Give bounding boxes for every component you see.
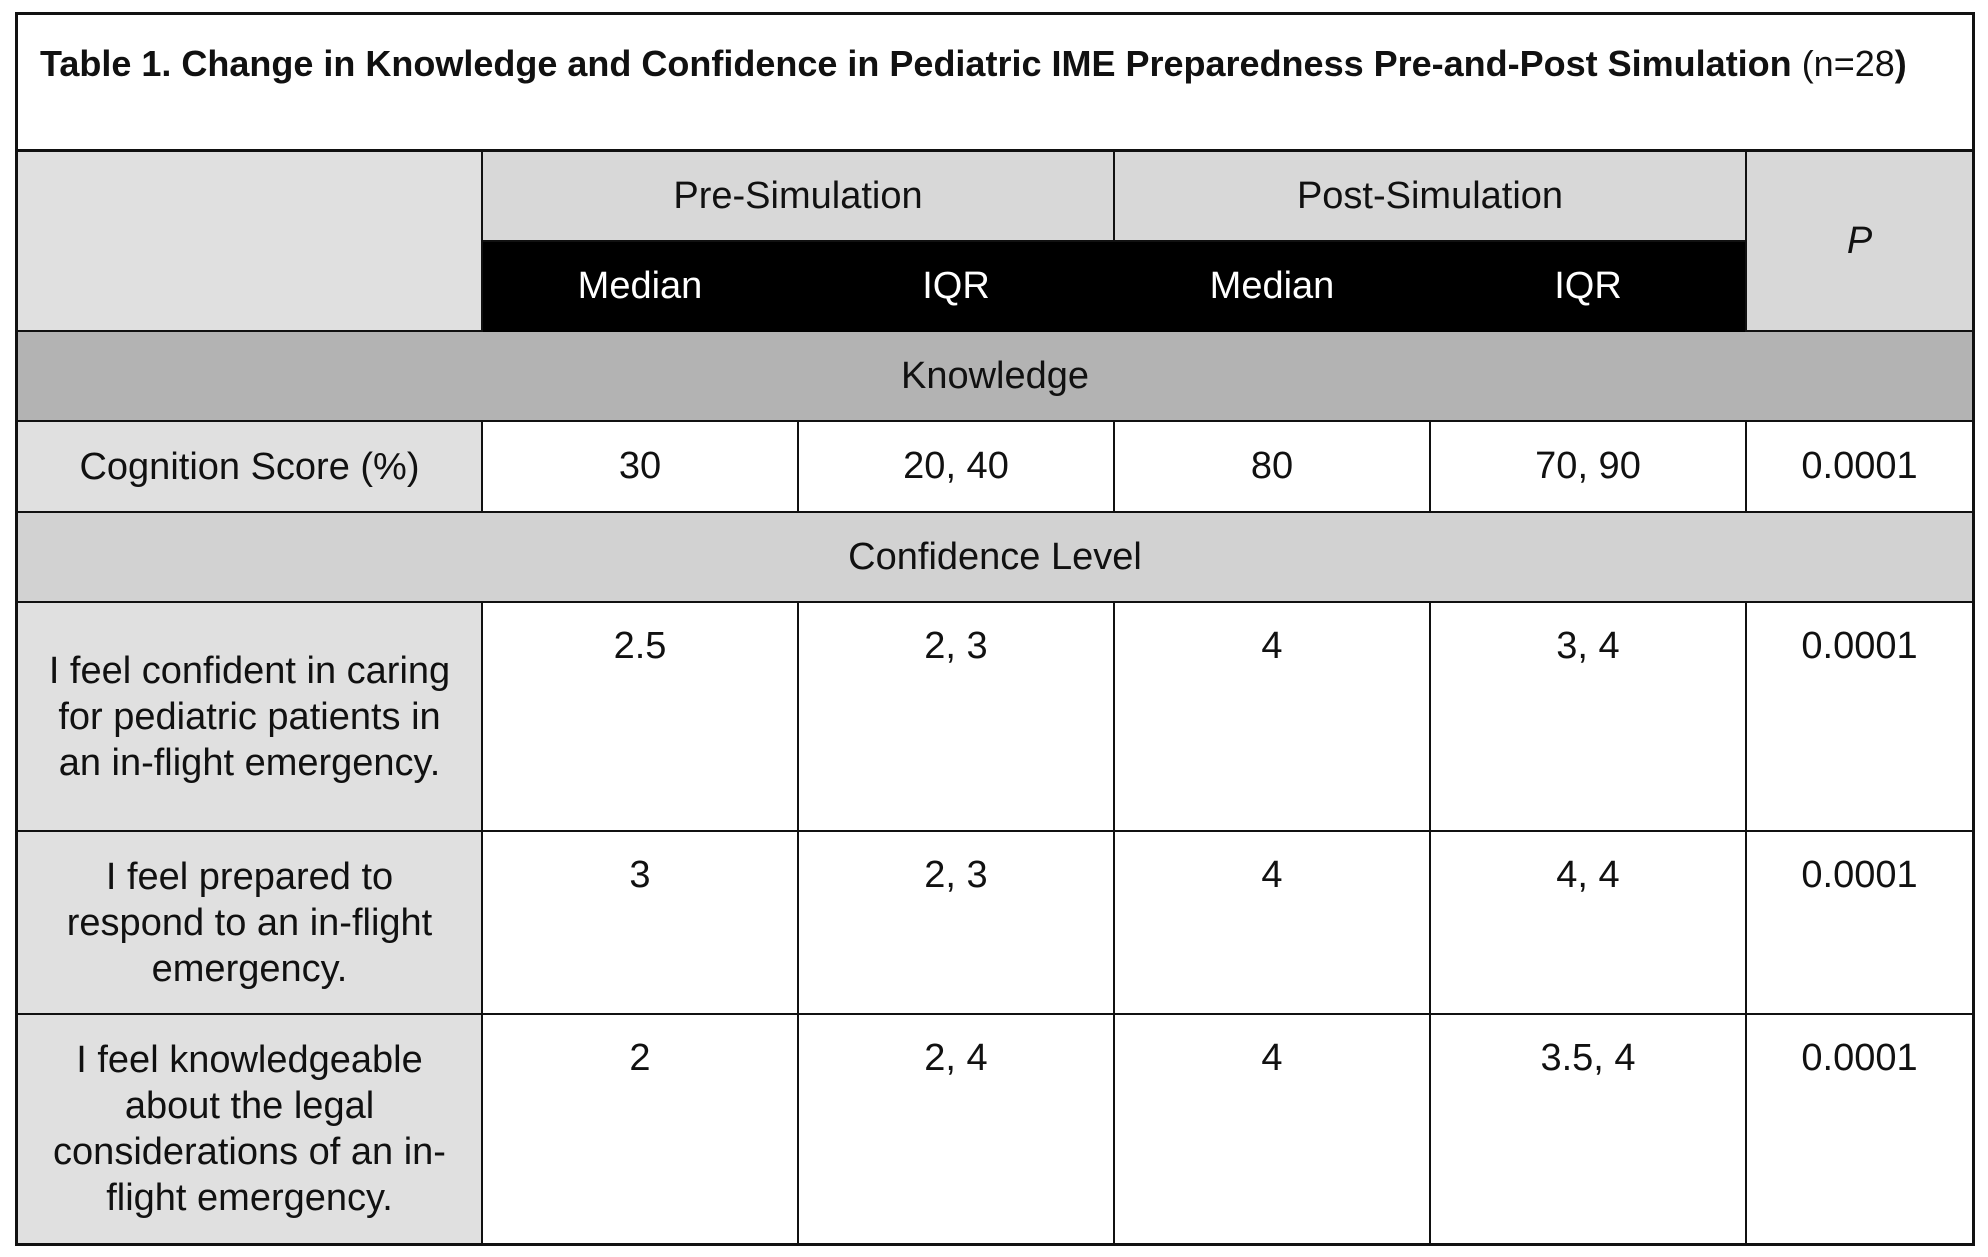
cell-p-value: 0.0001 [1746,1014,1972,1243]
cell-post-median: 4 [1114,1014,1430,1243]
section-knowledge: Knowledge [18,331,1972,421]
row-label-cognition-score: Cognition Score (%) [18,421,482,512]
caption-sample-size: (n=28 [1801,43,1895,84]
cell-post-iqr: 3.5, 4 [1430,1014,1746,1243]
cell-p-value: 0.0001 [1746,831,1972,1014]
cell-pre-iqr: 2, 4 [798,1014,1114,1243]
cell-post-median: 4 [1114,831,1430,1014]
cell-pre-iqr: 2, 3 [798,602,1114,831]
caption-title: Table 1. Change in Knowledge and Confidence in Pediatric IME Preparedness Pre-and-Post Simulation [40,43,1792,84]
cell-pre-iqr: 20, 40 [798,421,1114,512]
cell-pre-median: 30 [482,421,798,512]
row-label-legal-considerations: I feel knowledgeable about the legal considerations of an in-flight emergency. [18,1014,482,1243]
cell-post-median: 4 [1114,602,1430,831]
subheader-post-median: Median [1114,241,1430,331]
subheader-pre-median: Median [482,241,798,331]
cell-post-iqr: 70, 90 [1430,421,1746,512]
cell-pre-median: 3 [482,831,798,1014]
cell-post-iqr: 3, 4 [1430,602,1746,831]
header-blank-cell [18,152,482,331]
cell-pre-iqr: 2, 3 [798,831,1114,1014]
header-p-value: P [1746,152,1972,331]
row-label-prepared-respond: I feel prepared to respond to an in-flight emergency. [18,831,482,1014]
cell-post-iqr: 4, 4 [1430,831,1746,1014]
cell-pre-median: 2.5 [482,602,798,831]
row-label-confident-caring: I feel confident in caring for pediatric patients in an in-flight emergency. [18,602,482,831]
header-post-simulation: Post-Simulation [1114,152,1746,241]
cell-pre-median: 2 [482,1014,798,1243]
section-confidence-level: Confidence Level [18,512,1972,602]
header-pre-simulation: Pre-Simulation [482,152,1114,241]
results-table [18,152,1972,1243]
subheader-pre-iqr: IQR [798,241,1114,331]
cell-post-median: 80 [1114,421,1430,512]
cell-p-value: 0.0001 [1746,421,1972,512]
caption-close-paren: ) [1894,43,1907,84]
subheader-post-iqr: IQR [1430,241,1746,331]
cell-p-value: 0.0001 [1746,602,1972,831]
table-frame [15,12,1975,1246]
table-caption [18,15,1972,152]
